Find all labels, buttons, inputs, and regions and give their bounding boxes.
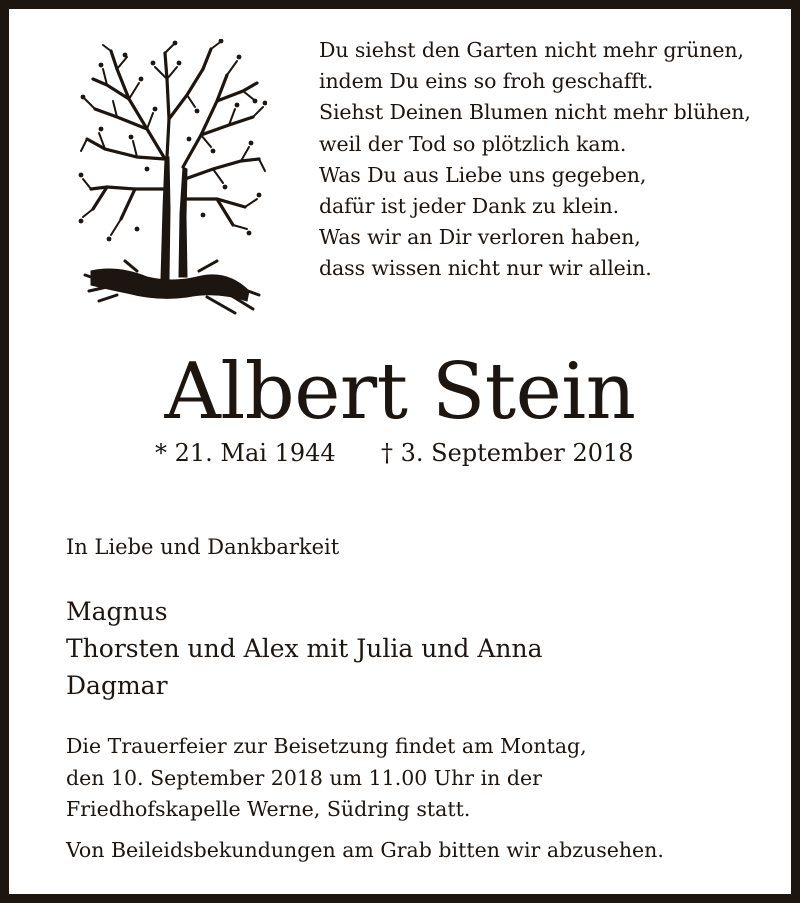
tree-icon [77,39,267,329]
birth-date: * 21. Mai 1944 [155,439,336,467]
family-member: Dagmar [66,671,168,700]
service-line: Friedhofskapelle Werne, Südring statt. [66,797,471,821]
family-member: Magnus [66,597,168,626]
poem-line: Was Du aus Liebe uns gegeben, [319,162,647,187]
poem-line: dass wissen nicht nur wir allein. [319,256,652,281]
service-line: den 10. September 2018 um 11.00 Uhr in der [66,765,542,790]
service-line: Die Trauerfeier zur Beisetzung findet am Montag, [66,734,587,758]
death-date: † 3. September 2018 [381,439,634,467]
poem-line: Was wir an Dir verloren haben, [319,225,641,250]
poem-line: weil der Tod so plötzlich kam. [319,131,627,156]
family-list [66,593,543,704]
funeral-service-info [66,731,587,826]
deceased-name: Albert Stein [164,347,636,437]
poem-line: Siehst Deinen Blumen nicht mehr blühen, [319,100,751,125]
poem-line: indem Du eins so froh geschafft. [319,69,654,94]
condolence-note: Von Beileidsbekundungen am Grab bitten wir abzusehen. [66,838,664,862]
poem-line: Du siehst den Garten nicht mehr grünen, [319,38,744,62]
dedication: In Liebe und Dankbarkeit [66,535,340,559]
poem [319,35,751,285]
poem-line: dafür ist jeder Dank zu klein. [319,193,620,218]
family-member: Thorsten und Alex mit Julia und Anna [66,634,543,663]
